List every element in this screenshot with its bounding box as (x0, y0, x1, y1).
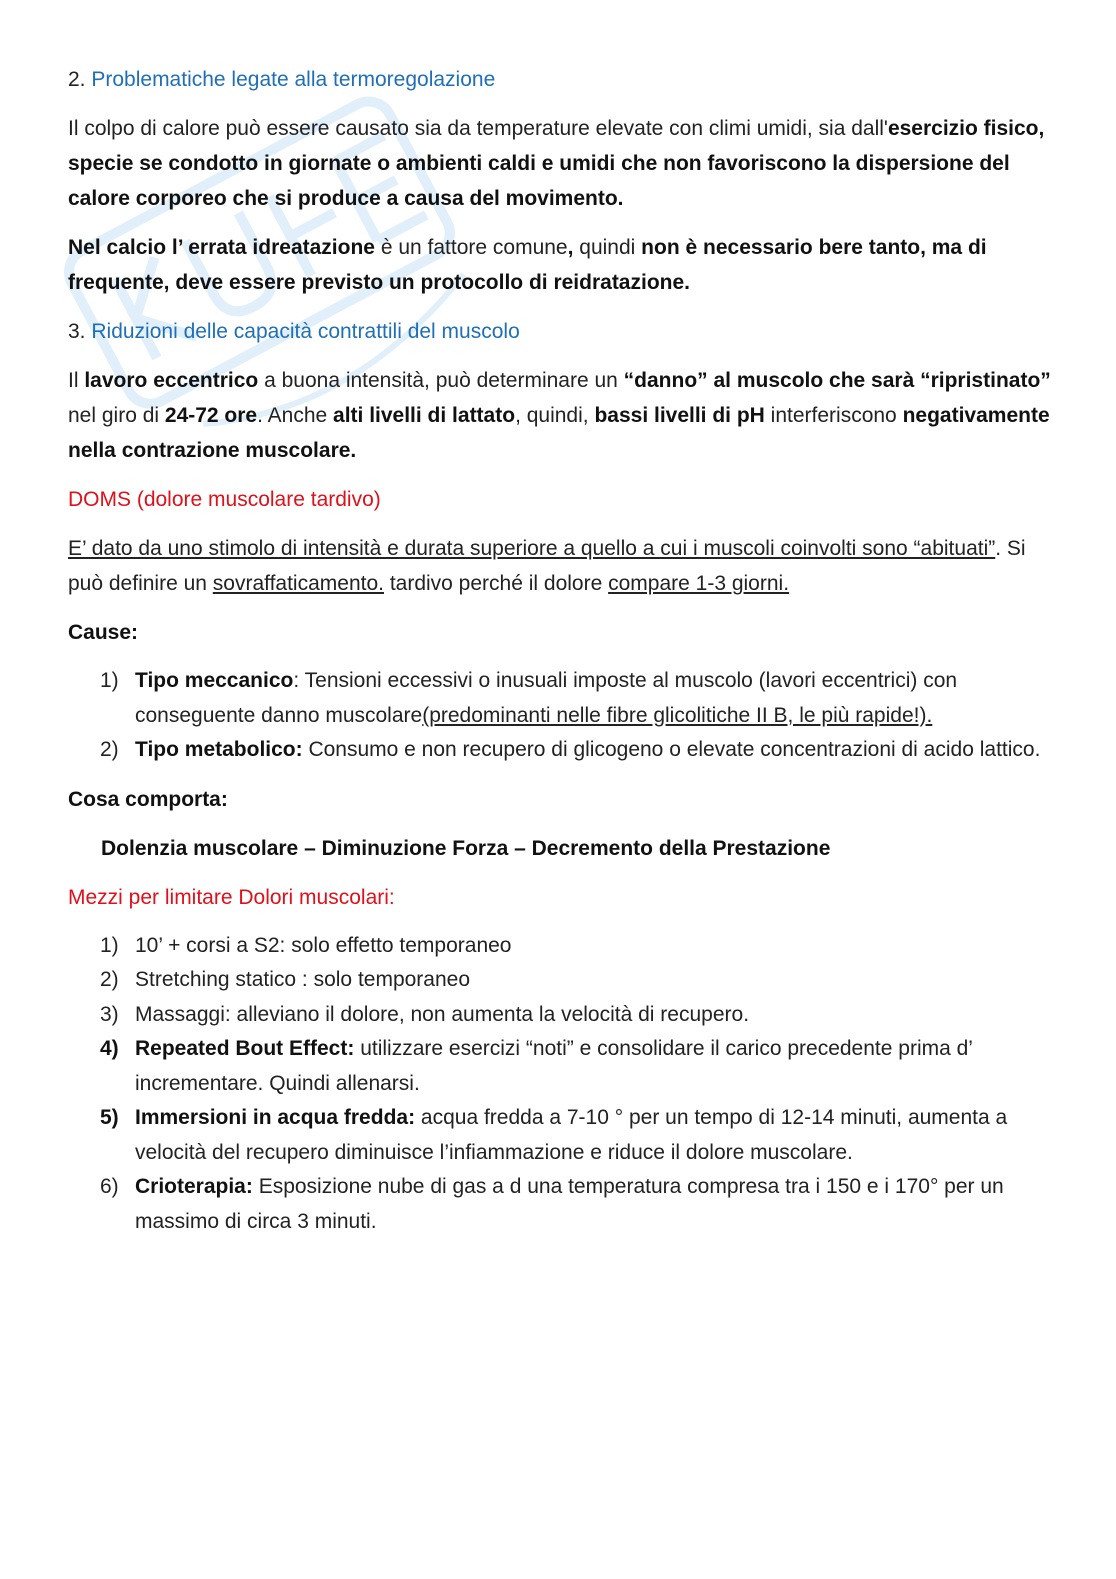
underlined-span: sovraffaticamento. (212, 572, 384, 595)
paragraph-eccentric-work (68, 363, 1053, 468)
text-span: acqua fredda a 7-10 ° per un tempo di 12-14 minuti, aumenta a velocità del recupero diminuisce l’infiammazione e riduce il dolore muscolare. (135, 1106, 1008, 1164)
bold-span: bassi livelli di pH (594, 404, 765, 427)
bold-span: esercizio fisico, specie se condotto in giornate o ambienti caldi e umidi che non favoriscono la dispersione del calore corporeo che si produce a causa del movimento. (68, 117, 1045, 210)
bold-span: Repeated Bout Effect: (135, 1037, 355, 1060)
paragraph-doms-definition (68, 531, 1053, 601)
doms-title: DOMS (dolore muscolare tardivo) (68, 488, 381, 511)
list-number: 2) (100, 738, 119, 761)
bold-span: alti livelli di lattato (333, 404, 516, 427)
bold-span: 24-72 ore (164, 404, 258, 427)
list-item (68, 929, 1053, 964)
text-span: quindi (579, 236, 642, 259)
section-2-number: 2. (68, 68, 92, 91)
bold-span: lavoro eccentrico (84, 369, 259, 392)
section-3-heading (68, 314, 1053, 349)
bold-span: Tipo metabolico: (135, 738, 303, 761)
list-number: 2) (100, 968, 119, 991)
section-2-title: Problematiche legate alla termoregolazione (91, 68, 496, 91)
list-item (68, 664, 1053, 733)
text-span: Il (68, 369, 85, 392)
section-3-number: 3. (68, 320, 92, 343)
bold-span: “danno” al muscolo che sarà “ripristinato” (623, 369, 1051, 392)
text-span: tardivo perché il dolore (383, 572, 609, 595)
text-span: , quindi, (515, 404, 595, 427)
list-number: 1) (100, 669, 119, 692)
list-number: 1) (100, 933, 119, 957)
causes-label: Cause: (68, 621, 139, 644)
list-item (68, 1101, 1053, 1170)
text-span: Stretching statico : solo temporaneo (135, 968, 471, 991)
bold-span: Tipo meccanico (135, 669, 294, 692)
text-span: . Si può definire un (68, 537, 1026, 595)
paragraph-heatstroke (68, 111, 1053, 216)
means-list (68, 929, 1053, 1240)
list-number: 4) (100, 1037, 119, 1060)
text-span: nel giro di (68, 404, 165, 427)
text-span: interferiscono (764, 404, 903, 427)
text-span: Il colpo di calore può essere causato sia da temperature elevate con climi umidi, sia dall' (68, 117, 888, 140)
list-item (68, 733, 1053, 768)
text-span: 10’ + corsi a S2: solo effetto temporaneo (135, 933, 512, 957)
bold-span: negativamente nella contrazione muscolare. (68, 404, 1050, 462)
effects-text: Dolenzia muscolare – Diminuzione Forza – Decremento della Prestazione (101, 836, 831, 860)
section-3-title: Riduzioni delle capacità contrattili del muscolo (91, 320, 520, 343)
text-span: : Tensioni eccessivi o inusuali imposte al muscolo (lavori eccentrici) con conseguente danno muscolare (135, 669, 958, 727)
bold-span: , (567, 236, 580, 259)
list-item (68, 1032, 1053, 1101)
document-body (68, 62, 1053, 1239)
list-item (68, 1170, 1053, 1239)
list-item (68, 998, 1053, 1033)
text-span: Consumo e non recupero di glicogeno o elevate concentrazioni di acido lattico. (302, 738, 1041, 761)
underlined-span: compare 1-3 giorni. (608, 572, 790, 595)
section-2-heading (68, 62, 1053, 97)
effects-label: Cosa comporta: (68, 787, 228, 811)
bold-span: Immersioni in acqua fredda: (135, 1106, 416, 1129)
text-span: utilizzare esercizi “noti” e consolidare il carico precedente prima d’ incrementare. Quindi allenarsi. (135, 1037, 973, 1095)
text-span: . Anche (257, 404, 334, 427)
underlined-span: E’ dato da uno stimolo di intensità e durata superiore a quello a cui i muscoli coinvolti sono “abituati” (68, 537, 996, 560)
bold-span: non è necessario bere tanto, ma di frequente, deve essere previsto un protocollo di reidratazione. (68, 236, 987, 294)
text-span: Esposizione nube di gas a d una temperatura compresa tra i 150 e i 170° per un massimo di circa 3 minuti. (135, 1175, 1004, 1233)
underlined-span: (predominanti nelle fibre glicolitiche II B, le più rapide!). (422, 703, 933, 727)
paragraph-hydration (68, 230, 1053, 300)
list-number: 6) (100, 1175, 119, 1198)
text-span: a buona intensità, può determinare un (258, 369, 624, 392)
list-item (68, 963, 1053, 998)
bold-span: Crioterapia: (135, 1175, 253, 1198)
means-title: Mezzi per limitare Dolori muscolari: (68, 885, 395, 909)
bold-span: Nel calcio l’ errata idreatazione (68, 236, 375, 259)
text-span: è un fattore comune (374, 236, 568, 259)
list-number: 3) (100, 1002, 119, 1026)
text-span: Massaggi: alleviano il dolore, non aumenta la velocità di recupero. (135, 1002, 750, 1026)
list-number: 5) (100, 1106, 119, 1129)
causes-list (68, 664, 1053, 768)
